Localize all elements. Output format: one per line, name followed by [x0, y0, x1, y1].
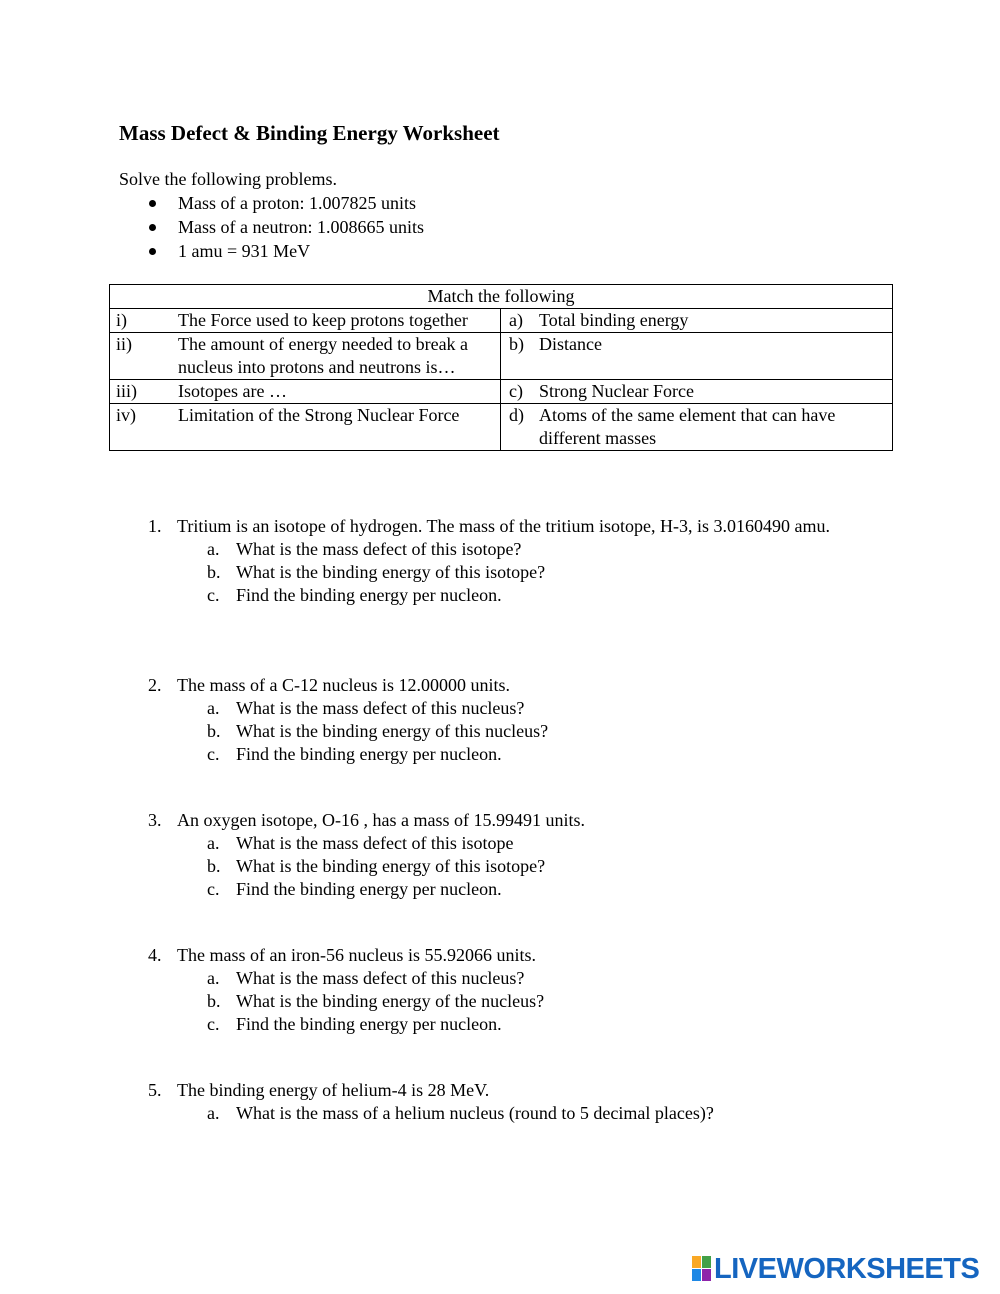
match-right-letter: d) — [509, 405, 524, 425]
brand-text: LIVEWORKSHEETS — [714, 1253, 980, 1285]
problem-3 — [145, 809, 865, 901]
match-right-letter: c) — [509, 381, 523, 401]
bullet-icon — [149, 248, 156, 255]
match-left-text: The amount of energy needed to break a nucleus into protons and neutrons is… — [178, 334, 469, 377]
problem-2 — [145, 674, 865, 766]
problem-text: The mass of a C-12 nucleus is 12.00000 units. — [177, 675, 510, 695]
liveworksheets-logo — [692, 1254, 979, 1284]
table-row — [110, 404, 893, 451]
match-left-number: iv) — [116, 405, 136, 425]
match-right-text: Strong Nuclear Force — [539, 381, 694, 401]
sub-question: c. Find the binding energy per nucleon. — [207, 744, 502, 764]
match-right-cell — [501, 404, 893, 451]
table-row — [110, 333, 893, 380]
liveworksheets-logo-icon — [692, 1256, 712, 1282]
sub-question: a. What is the mass defect of this nucleus? — [207, 968, 525, 988]
problem-number: 4. — [148, 945, 162, 965]
problem-text: Tritium is an isotope of hydrogen. The mass of the tritium isotope, H-3, is 3.0160490 amu. — [177, 516, 830, 536]
sub-question: a. What is the mass of a helium nucleus (round to 5 decimal places)? — [207, 1103, 714, 1123]
table-row — [110, 380, 893, 404]
instructions-text: Solve the following problems. — [119, 169, 337, 189]
sub-question: a. What is the mass defect of this isotope — [207, 833, 514, 853]
problem-number: 5. — [148, 1080, 162, 1100]
matching-table-header: Match the following — [110, 285, 893, 309]
match-left-text: Limitation of the Strong Nuclear Force — [178, 405, 460, 425]
match-left-cell — [110, 404, 501, 451]
constant-neutron-mass: Mass of a neutron: 1.008665 units — [145, 216, 424, 240]
problem-number: 3. — [148, 810, 162, 830]
match-right-letter: b) — [509, 334, 524, 354]
bullet-icon — [149, 200, 156, 207]
match-left-number: iii) — [116, 381, 137, 401]
match-left-text: The Force used to keep protons together — [178, 310, 468, 330]
sub-question: a. What is the mass defect of this nucleus? — [207, 698, 525, 718]
matching-table — [109, 284, 893, 451]
problem-text: An oxygen isotope, O-16 , has a mass of 15.99491 units. — [177, 810, 585, 830]
match-right-text: Total binding energy — [539, 310, 689, 330]
match-left-cell — [110, 309, 501, 333]
sub-question: b. What is the binding energy of the nucleus? — [207, 991, 545, 1011]
constant-proton-mass: Mass of a proton: 1.007825 units — [145, 192, 424, 216]
match-left-number: i) — [116, 310, 127, 330]
match-right-letter: a) — [509, 310, 523, 330]
sub-question: a. What is the mass defect of this isotope? — [207, 539, 522, 559]
sub-question: c. Find the binding energy per nucleon. — [207, 1014, 502, 1034]
constant-amu-conversion: 1 amu = 931 MeV — [145, 240, 424, 264]
problem-number: 1. — [148, 516, 162, 536]
problem-4 — [145, 944, 865, 1036]
match-left-cell — [110, 333, 501, 380]
match-right-text: Distance — [539, 334, 602, 354]
match-left-number: ii) — [116, 334, 132, 354]
bullet-icon — [149, 224, 156, 231]
match-right-text: Atoms of the same element that can have different masses — [539, 405, 836, 448]
sub-question: b. What is the binding energy of this isotope? — [207, 562, 546, 582]
sub-question: b. What is the binding energy of this isotope? — [207, 856, 546, 876]
problem-5 — [145, 1079, 865, 1125]
sub-question: c. Find the binding energy per nucleon. — [207, 585, 502, 605]
problem-text: The binding energy of helium-4 is 28 MeV. — [177, 1080, 490, 1100]
problem-text: The mass of an iron-56 nucleus is 55.92066 units. — [177, 945, 536, 965]
match-right-cell — [501, 333, 893, 380]
sub-question: b. What is the binding energy of this nucleus? — [207, 721, 549, 741]
match-left-cell — [110, 380, 501, 404]
match-right-cell — [501, 380, 893, 404]
constants-list — [145, 192, 424, 264]
match-right-cell — [501, 309, 893, 333]
problem-number: 2. — [148, 675, 162, 695]
sub-question: c. Find the binding energy per nucleon. — [207, 879, 502, 899]
worksheet-title: Mass Defect & Binding Energy Worksheet — [119, 121, 500, 145]
match-left-text: Isotopes are … — [178, 381, 287, 401]
problem-1 — [145, 515, 865, 607]
table-row — [110, 309, 893, 333]
